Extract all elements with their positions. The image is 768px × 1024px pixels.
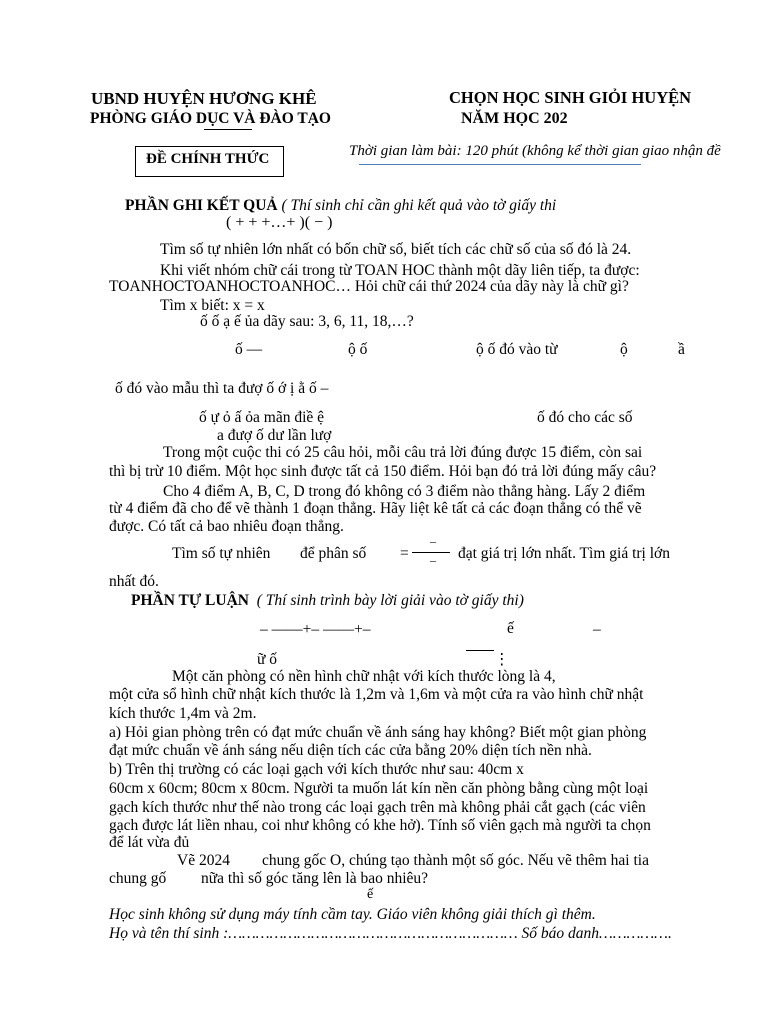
- question-4-fragment: ố ố ạ ế ủa dãy sau: 3, 6, 11, 18,…?: [200, 313, 414, 330]
- essay-3-part-a: Vẽ 2024: [177, 852, 230, 869]
- time-underline: [359, 164, 641, 165]
- fraction-numerator-minus: –: [430, 534, 436, 548]
- footer-note: Học sinh không sử dụng máy tính cầm tay. Giáo viên không giải thích gì thêm.: [109, 906, 596, 923]
- part2-note: ( Thí sinh trình bày lời giải vào tờ giấy thi): [256, 592, 524, 609]
- part1-title: PHẦN GHI KẾT QUẢ: [125, 197, 278, 214]
- essay-1-fragment-2: ữ ố: [257, 651, 278, 668]
- office-name: PHÒNG GIÁO DỤC VÀ ĐÀO TẠO: [90, 110, 331, 127]
- essay-1-fragment-e: ế: [507, 620, 514, 637]
- question-9-part-c: đạt giá trị lớn nhất. Tìm giá trị lớn: [458, 545, 670, 562]
- essay-3-part-b: chung gốc O, chúng tạo thành một số góc. Nếu vẽ thêm hai tia: [262, 852, 649, 869]
- essay-3-line-2-a: chung gố: [109, 870, 167, 887]
- question-5-fragment-b: ộ ố: [348, 341, 368, 358]
- question-5-fragment-e: ầ: [678, 341, 685, 358]
- question-8-line-1: Cho 4 điểm A, B, C, D trong đó không có 3 điểm nào thẳng hàng. Lấy 2 điểm: [163, 483, 646, 500]
- essay-1-bar: [466, 650, 494, 651]
- divides-symbol: ⋮: [494, 651, 510, 668]
- part2-heading: [131, 592, 524, 610]
- question-1: Tìm số tự nhiên lớn nhất có bốn chữ số, biết tích các chữ số của số đó là 24.: [160, 241, 632, 258]
- question-5-fragment-line-2: ố đó vào mẫu thì ta đượ ố ớ ị ằ ố –: [115, 380, 329, 397]
- question-7-line-2: thì bị trừ 10 điểm. Một học sinh được tất cả 150 điểm. Hỏi bạn đó trả lời đúng mấy câu?: [109, 463, 657, 480]
- question-6-fragment-b: ố đó cho các số: [537, 409, 633, 426]
- question-8-line-3: được. Có tất cả bao nhiêu đoạn thẳng.: [109, 518, 344, 535]
- part2-title: PHẦN TỰ LUẬN: [131, 592, 249, 609]
- question-5-fragment-a: ố —: [235, 341, 263, 358]
- time-note: Thời gian làm bài: 120 phút (không kể thời gian giao nhận đề: [349, 143, 721, 159]
- question-2-line-1: Khi viết nhóm chữ cái trong từ TOAN HOC thành một dãy liên tiếp, ta được:: [160, 262, 640, 279]
- official-label: ĐỀ CHÍNH THỨC: [146, 151, 270, 167]
- essay-3-line-2-b: nữa thì số góc tăng lên là bao nhiêu?: [201, 870, 429, 887]
- part1-note: ( Thí sinh chỉ cần ghi kết quả vào tờ giấy thi: [277, 197, 557, 214]
- essay-1-fragment: – ——+– ——+–: [260, 621, 371, 638]
- question-5-fragment-c: ộ ố đó vào từ: [476, 341, 558, 358]
- essay-2-b-line-4: gạch được lát liền nhau, coi như không có khe hở). Tính số viên gạch mà người ta chọn: [109, 817, 651, 834]
- header-underline: [204, 129, 252, 130]
- formula-fragment: ( + + +…+ )( − ): [226, 214, 333, 231]
- essay-2-line-3: kích thước 1,4m và 2m.: [109, 705, 257, 722]
- question-9-part-a: Tìm số tự nhiên: [172, 545, 271, 562]
- essay-2-b-line-1: b) Trên thị trường có các loại gạch với kích thước như sau: 40cm x: [109, 761, 524, 778]
- essay-2-b-line-5: để lát vừa đủ: [109, 834, 190, 851]
- essay-2-b-line-3: gạch kích thước như thế nào trong các loại gạch trên mà không phải cắt gạch (các viên: [109, 799, 646, 816]
- end-mark: ế: [367, 887, 374, 902]
- question-8-line-2: từ 4 điểm đã cho để vẽ thành 1 đoạn thẳng. Hãy liệt kê tất cả các đoạn thẳng có thể vẽ: [109, 500, 642, 517]
- question-9-part-b: để phân số: [300, 545, 367, 562]
- exam-title: CHỌN HỌC SINH GIỎI HUYỆN: [449, 88, 692, 107]
- essay-2-a-line-1: a) Hỏi gian phòng trên có đạt mức chuẩn về ánh sáng hay không? Biết một gian phòng: [109, 724, 647, 741]
- question-9-line-2: nhất đó.: [109, 573, 159, 590]
- essay-2-line-2: một cửa sổ hình chữ nhật kích thước là 1,2m và 1,6m và một cửa ra vào hình chữ nhật: [109, 686, 644, 703]
- question-2-line-2: TOANHOCTOANHOCTOANHOC… Hỏi chữ cái thứ 2024 của dãy này là chữ gì?: [109, 278, 629, 295]
- fraction-equals: =: [400, 545, 409, 562]
- part1-heading: [125, 197, 556, 215]
- essay-1-fragment-dash: –: [593, 621, 601, 638]
- question-7-line-1: Trong một cuộc thi có 25 câu hỏi, mỗi câu trả lời đúng được 15 điểm, còn sai: [163, 444, 643, 461]
- question-3: Tìm x biết: x = x: [160, 297, 265, 314]
- essay-2-line-1: Một căn phòng có nền hình chữ nhật với kích thước lòng là 4,: [172, 668, 556, 685]
- candidate-info-line: Họ và tên thí sinh :……………………………………………………… Số báo danh…………….: [109, 925, 672, 942]
- fraction-denominator-minus: –: [430, 553, 436, 567]
- question-5-fragment-d: ộ: [620, 341, 628, 358]
- essay-2-b-line-2: 60cm x 60cm; 80cm x 80cm. Người ta muốn lát kín nền căn phòng bằng cùng một loại: [109, 780, 649, 797]
- essay-2-a-line-2: đạt mức chuẩn về ánh sáng nếu diện tích các cửa bằng 20% diện tích nền nhà.: [109, 742, 592, 759]
- question-6-fragment-line-2: a đượ ố dư lần lượ: [217, 427, 332, 444]
- question-6-fragment-a: ố ự ỏ ấ ỏa mãn điề ệ: [199, 409, 325, 426]
- school-year: NĂM HỌC 202: [461, 110, 568, 127]
- department-name: UBND HUYỆN HƯƠNG KHÊ: [91, 89, 317, 108]
